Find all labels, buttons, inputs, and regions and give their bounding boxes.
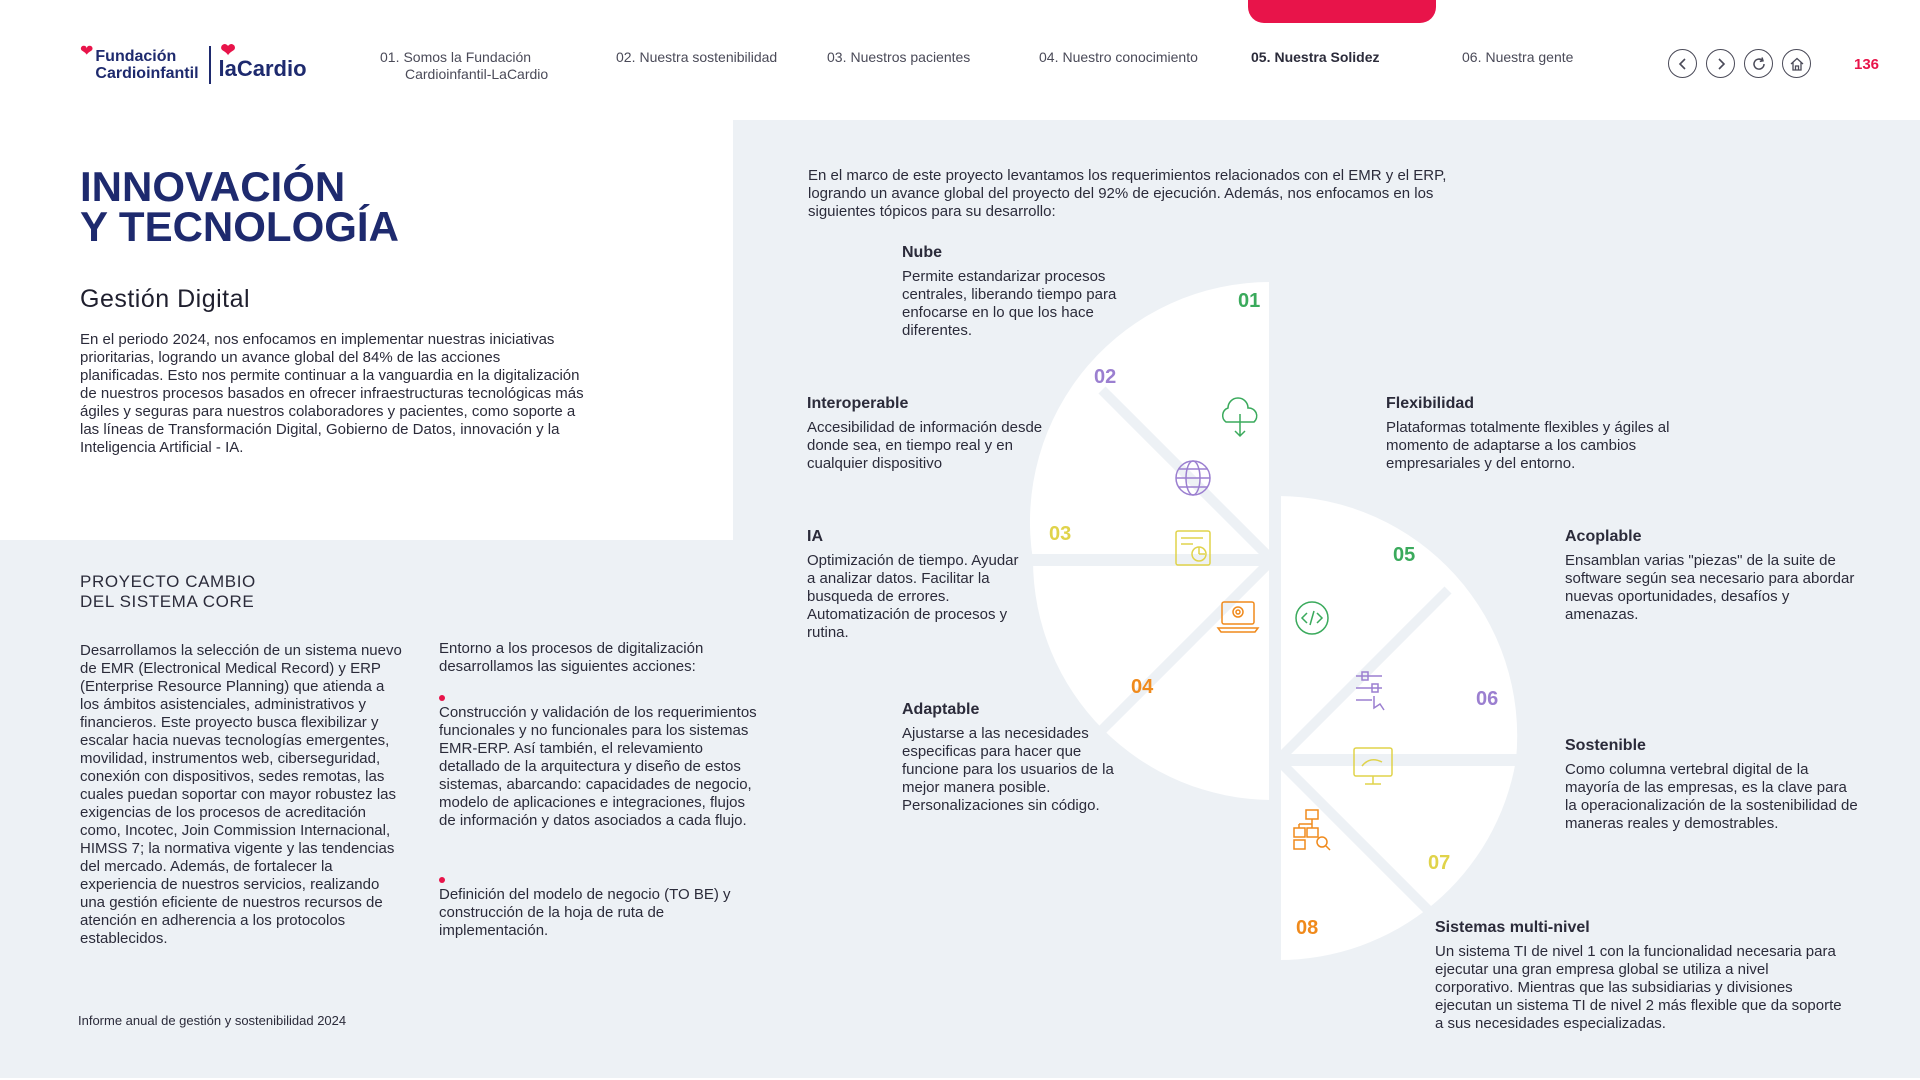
topic-acoplable [1565,528,1860,624]
topic-number: 01 [1238,290,1261,312]
nav-number: 02. [616,49,636,65]
topic-text: Como columna vertebral digital de la mayoría de las empresas, es la clave para la operacionalización de la sostenibilidad de maneras reales y demostrables. [1565,761,1858,832]
nav-number: 04. [1039,49,1059,65]
nav-label: Nuestra sostenibilidad [639,49,778,65]
previous-button[interactable] [1668,49,1697,78]
home-button[interactable] [1782,49,1811,78]
topic-interoperable [807,395,1047,473]
nav-number: 03. [827,49,847,65]
nav-item-pacientes[interactable] [827,49,970,66]
topic-title: Flexibilidad [1386,395,1475,412]
topic-sistemas-multinivel [1435,919,1850,1033]
bullet-dot [439,877,445,883]
logo[interactable] [80,40,307,84]
nav-label: Nuestra gente [1485,49,1574,65]
page-title-line2: Y TECNOLOGÍA [80,203,399,250]
topic-text: Ensamblan varias "piezas" de la suite de software según sea necesario para abordar nuevas oportunidades, desafíos y amenazas. [1565,552,1855,623]
heart-icon: ❤ [220,40,236,60]
project-title-line2: DEL SISTEMA CORE [80,592,255,611]
topic-number: 07 [1428,852,1451,874]
topic-text: Accesibilidad de información desde donde sea, en tiempo real y en cualquier dispositivo [807,419,1043,472]
heart-icon: ❤ [80,43,94,60]
nav-number: 05. [1251,49,1271,65]
project-description: Desarrollamos la selección de un sistema nuevo de EMR (Electronical Medical Record) y ERP (Enterprise Resource Planning) que atienda a los ámbitos asistenciales, administrativos y financieros. Este proyecto busca flexibilizar y escalar hacia nuevas tecnologías emergentes, movilidad, instrumentos web, ciberseguridad, conexión con dispositivos, sedes remotas, las cuales puedan soportar con mayor robustez las exigencias de los procesos de acreditación como, Incotec, Join Commission Internacional, HIMSS 7; la normativa vigente y las tendencias del mercado. Además, de fortalecer la experiencia de nuestros servicios, realizando una gestión eficiente de nuestros recursos de atención en adherencia a los protocolos establecidos. [80,642,402,947]
topic-title: Sistemas multi-nivel [1435,919,1590,936]
topic-number: 02 [1094,366,1117,388]
refresh-icon [1751,56,1767,72]
intro-paragraph: En el periodo 2024, nos enfocamos en implementar nuestras iniciativas prioritarias, logrando un avance global del 84% de las acciones planificadas. Esto nos permite continuar a la vanguardia en la digitalización de nuestros procesos basados en ofrecer infraestructuras tecnológicas más ágiles y seguras para nuestros colaboradores y pacientes, como soporte a las líneas de Transformación Digital, Gobierno de Datos, innovación y la Inteligencia Artificial - IA. [80,331,584,456]
report-footer: Informe anual de gestión y sostenibilidad 2024 [78,1013,347,1028]
wheel-center-gap [1269,270,1281,970]
logo-divider [209,46,211,84]
topic-title: Sostenible [1565,737,1646,754]
topic-title: Interoperable [807,395,909,412]
section-subtitle: Gestión Digital [80,285,251,313]
chevron-right-icon [1714,57,1728,71]
nav-label: Somos la Fundación [403,49,532,65]
topic-title: Adaptable [902,701,980,718]
topic-title: IA [807,528,823,545]
nav-item-somos[interactable] [380,49,548,83]
logo-lacardio-text: laCardio [218,56,307,81]
topic-text: Un sistema TI de nivel 1 con la funcionalidad necesaria para ejecutar una gran empresa global se utiliza a nivel corporativo. Mientras que las subsidiarias y divisiones ejecutan un sistema TI de nivel 2 más flexible que da soporte a sus necesidades especializadas. [1435,943,1842,1032]
nav-number: 06. [1462,49,1482,65]
topic-text: Permite estandarizar procesos centrales, liberando tiempo para enfocarse en lo que los hace diferentes. [902,268,1117,339]
topic-number: 04 [1131,676,1154,698]
action-bullet [439,704,764,830]
home-icon [1789,56,1805,72]
topic-flexibilidad [1386,395,1706,473]
topic-title: Acoplable [1565,528,1642,545]
action-bullet [439,886,764,940]
bullet-dot [439,695,445,701]
topic-sostenible [1565,737,1860,833]
topic-title: Nube [902,244,942,261]
page-number: 136 [1854,56,1880,73]
nav-item-sostenibilidad[interactable] [616,49,777,66]
topic-number: 03 [1049,523,1072,545]
topics-intro: En el marco de este proyecto levantamos los requerimientos relacionados con el EMR y el ERP, logrando un avance global del proyecto del 92% de ejecución. Además, nos enfocamos en los siguientes tópicos para su desarrollo: [808,167,1447,220]
next-button[interactable] [1706,49,1735,78]
nav-label: Nuestros pacientes [850,49,971,65]
logo-line1: Fundación [95,48,177,65]
refresh-button[interactable] [1744,49,1773,78]
topic-text: Optimización de tiempo. Ayudar a analizar datos. Facilitar la busqueda de errores. Automatización de procesos y rutina. [807,552,1019,641]
logo-line2: Cardioinfantil [95,65,199,82]
nav-item-conocimiento[interactable] [1039,49,1198,66]
topic-adaptable [902,701,1142,815]
bullet-text: Construcción y validación de los requerimientos funcionales y no funcionales para los sistemas EMR-ERP. Así también, el relevamiento detallado de la arquitectura y diseño de estos sistemas, abarcando: capacidades de negocio, modelo de aplicaciones e integraciones, flujos de información y datos asociados a cada flujo. [439,704,757,829]
project-title-line1: PROYECTO CAMBIO [80,572,256,591]
nav-item-solidez[interactable] [1251,49,1380,66]
nav-label: Nuestro conocimiento [1062,49,1198,65]
topic-nube [902,244,1142,340]
nav-item-gente[interactable] [1462,49,1573,66]
active-section-tab-marker [1248,0,1436,23]
topic-number: 08 [1296,917,1319,939]
topic-number: 06 [1476,688,1499,710]
logo-fundacion-text [95,48,198,82]
page-title-line1: INNOVACIÓN [80,163,346,210]
nav-label: Nuestra Solidez [1274,49,1380,65]
topic-text: Plataformas totalmente flexibles y ágiles al momento de adaptarse a los cambios empresariales y del entorno. [1386,419,1670,472]
bullet-text: Definición del modelo de negocio (TO BE) y construcción de la hoja de ruta de implementación. [439,886,731,939]
nav-number: 01. [380,49,400,65]
chevron-left-icon [1676,57,1690,71]
nav-label-line2: Cardioinfantil-LaCardio [405,66,549,82]
topic-ia [807,528,1027,642]
logo-lacardio [218,40,307,82]
actions-intro: Entorno a los procesos de digitalización desarrollamos las siguientes acciones: [439,640,704,675]
topic-number: 05 [1393,544,1416,566]
project-title [80,572,256,612]
page-title [80,163,480,250]
topic-text: Ajustarse a las necesidades especificas para hacer que funcione para los usuarios de la mejor manera posible. Personalizaciones sin código. [902,725,1114,814]
